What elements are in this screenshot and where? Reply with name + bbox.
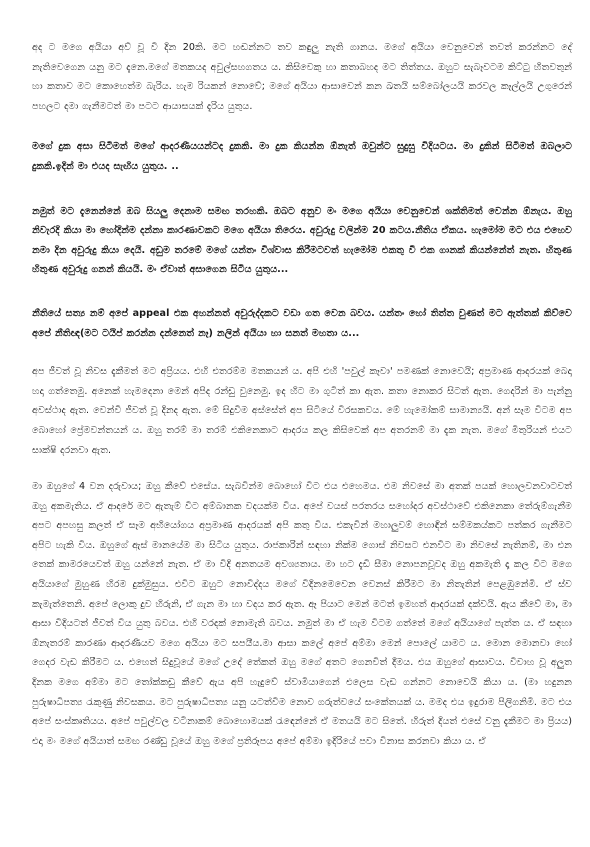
paragraph-6: මා ඔහුගේ 4 වන දරුවාය; ඔහු කීවේ එසේය. සැබවින්ම බොහෝ විට එය එහෙමය. එම නිවසේ මා අතක් පයක් හොලවනවාටවත් ඔහු අකමැතිය. ඒ ආදරේ මට ඇතැම් විට අම්බානක වදයක්ම විය. අපේ වයස් පරතරය සහෝදර අවස්ථාවේ එකිනෙකා තේරුම්ගැනීම අපට අපහසු කලත් ඒ සෑම අභියෝගය අප්‍රමාණ ආදරයක් අපි කතු විය. එකැවින් මහාලුවම් හොඳින් සම්මකය්කට පත්කර ගැනීමට අපිට හැකි විය. ඔහුගේ ඇස් මානයේම මා සිටිය යුතුය. රාජකාරින් සඳහා නික්ම ගොස් නිවසට එනවිට මා නිවසේ නැතිනම්, මා එන තෙක් කාමරයෙවත් ඔහු යන්නේ නැත. ඒ මා විදි අනතයම අවශ්‍යතාය. මා හට දැඩි සීමා නොපනවූවද ඔහු අකමැති දෑ කල විට මගෙ අයියාගේ මුහුණ හිරම දුක්මුසුය. එවිට ඔහුට නොවිද්දය මගේ විදිනමෙවෙන වෙනස් කිරීමට මා නිතැතින් පෙළඹුනේමි. ඒ ස්ව කැමැත්තෙනි. අපේ ලොකු දුව හිරුනි, ඒ ගැන මා හා වදය කර ඇත. ඈ පියාට මෙන් මටත් ඉමහත් ආදරයක් දක්වයි. ඇය කීවේ මා, මා ආසා විදියටත් ජීවත් විය යුතු බවය. එහි වරදක් නොමැති බවය. නමුත් මා ඒ හැම විටම ගත්තේ මගේ අයියාගේ පැත්ත ය. ඒ සඳහා ඕනැතරම් කාරණා ආදරණීයව මගෙ අයියා මට සපයීය.මා ආසා කලේ අපේ අම්මා මෙන් පොලේ යාමට ය. මොන මොනවා හෝ ගෙදර වැඩ කිරීමට ය. එහෙත් සිදුවූයේ මගේ උදේ තේකත් ඔහු මගේ අතට ගෙනවිත් දීමය. එය ඔහුගේ ආසාවය. විවාහ වූ අලුත දිනක මගෙ අම්මා මට තෝක්කඩු කීවේ ඇය අපි හැදුවේ ස්වාමියාගෙන් එලෙස වැඩ ගන්නට නොවෙයි කියා ය. (මා හදුනන පුරුෂාධිපත්‍ය රැකුණු නිවසකය. මට පුරුෂාධිපත්‍ය යනු යටත්වීම නොව ගරුත්වයේ සංකේතයක් ය. මමද එය ඉදුරාම පිලිගනිමි. මට එය අපේ සංස්කෘතියය. අපේ පවුල්වල වටිනාකම් බොහොමයක් රැඳෙන්නේ ඒ මතයයි මට සිතේ. හිරුත් දියත් එසේ වනු දැකීමට මා ප්‍රියය) එදා මං මගේ අයියාත් සමඟ රණ්ඩු වූයේ ඔහු මගේ ප්‍රතිරූපය අපේ අම්මා ඉදිරියේ පවා විනාස කරනවා කියා ය. ඒ — [32, 481, 572, 747]
paragraph-4: නීතියේ සත්‍ය නම් අපේ appeal එක අහන්නත් අවුරුද්දකට වඩා ගත වෙන බවය. යන්තං හෝ තිත්ත වුණත් මට ඇත්තක් කිව්වෙ අපේ නීතිඥ(මට ටයිප් කරන්න දන්නෙත් නෑ) නලින් අයියා හා සනත් මහතා ය... — [32, 307, 572, 339]
paragraph-2: මගේ දුක අසා සිටීමත් මගේ ආදරණීයයන්ටද දුකකි. මා දුක කියන්න ඕනැත් ඔවුන්ට සුදුසු විදියටය. මා දුකින් සිටීමත් ඔබලාට දුකකි.ඉදින් මා එයද සැඟිය යුතුය. .. — [32, 141, 572, 172]
paragraph-5: අප ජීවත් වූ නිවස දැකීමත් මට අප්‍රියය. එහි එතරම්ම මතකයන් ය. අපි එහි 'පවුල් කෑවා' පමණක් නොවෙයි; අප්‍රමාණ ආදරයක් බෙදා හදා ගත්තෙමු. අනෙක් හැමදෙනා මෙන් අපිද රන්ඩු වුනෙමු. ඉද හිට මා ගුටිත් කා ඇත. කතා නොකර සිටත් ඇත. ගෙදරින් මා පැන්නු අවස්ථාද ඇත. වෙන්වී ජීවත් වූ දිනද ඇත. මේ සිදුවීම අස්සේත් අප සිටියේ විරසකවය. මේ හැමෝකම් සාමාන්‍යයි. අන් සෑම විටම අප බොහෝ ප්‍රේමවන්තයන් ය. ඔහු තරම් මා තරම් එකිනෙකාට ආදරය කල කිසිවෙක් අප අතරනම් මා දැක නැත. මගේ මිතුරියන් එයට සාක්ෂි දරනවා ඇත. — [32, 366, 572, 456]
paragraph-1: අද ට මගෙ අයියා අව් වූ වී දින 20කි. මට හඬන්නට තව කඳුලු නැති ගානය. මගේ අයියා වෙනුවෙන් තවත් කරන්නට දේ නැතිවෙගෙන යනු මට දැනෙ.මගේ මතකයද අවුල්සහගතය ය. කිසිවෙකු හා කතාබහද මට තිත්තය. ඔහුට සැබෑවටම කිට්ටු හිතවතුන් හා කතාව මට කොහෙත්ම බැරිය. හැම රියකන් නොවේ; මගේ අයියා ආසාවෙන් කන ඛතයි සම්බෝලයයි කරවල කෑල්ලයි උගුරෙන් පහලට දමා ගැනීමටත් මා පටට ආයාසයක් දැරිය යුතුය. — [32, 42, 572, 112]
document-page — [32, 38, 572, 751]
paragraph-3: නමුත් මට දැනෙන්නේ ඔබ සියලු දෙනාම සමඟ තරහකි. ඔබට අනුව මං මගෙ අයියා වෙනුවෙන් ශක්තිමත් වෙන්න ඕනැය. ඔහු නිවැරදි කියා මා හෝදින්ම දන්නා කාරණාවකට මගෙ අයියා තිරෙය. අවුරුදු වලින්ම 20 කටය.නීතිය ඒකය. හැමෝම මට එය එහෙව නමා දින අවුරුදු කියා දෙයි. අඩුම තරමේ මගේ යන්තං විශ්වාස කිරීමටවත් හැමෝම එකතු වී එක ගානක් කියන්නේත් නැත. හිතුණ හිතුණ අවුරුදු ගනන් කියයි. මං ඒවාත් අසාගෙන සිටිය යුතුය... — [32, 205, 572, 276]
